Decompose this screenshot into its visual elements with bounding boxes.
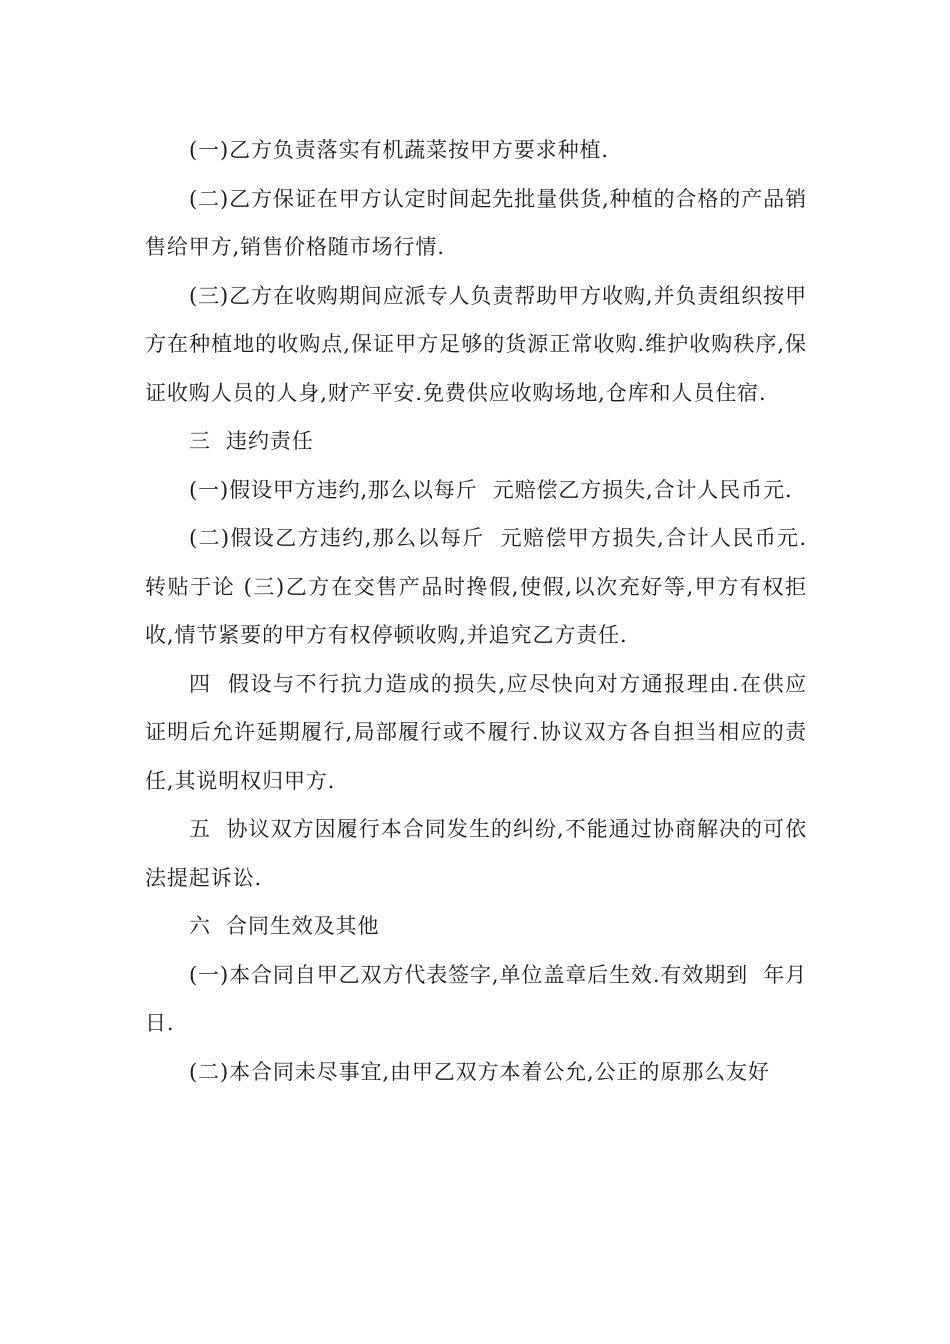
paragraph-2: (二)乙方保证在甲方认定时间起先批量供货,种植的合格的产品销售给甲方,销售价格随市场行情. bbox=[145, 186, 807, 259]
paragraph-6: (二)假设乙方违约,那么以每斤 元赔偿甲方损失,合计人民币元.转贴于论 (三)乙方在交售产品时搀假,使假,以次充好等,甲方有权拒收,情节紧要的甲方有权停顿收购,并追究乙方责任. bbox=[145, 526, 807, 647]
paragraph-8: 五 协议双方因履行本合同发生的纠纷,不能通过协商解决的可依法提起诉讼. bbox=[145, 817, 807, 890]
section-heading-effect: 六 合同生效及其他 bbox=[189, 914, 380, 938]
paragraph-1: (一)乙方负责落实有机蔬菜按甲方要求种植. bbox=[189, 138, 609, 162]
paragraph-7: 四 假设与不行抗力造成的损失,应尽快向对方通报理由.在供应证明后允许延期履行,局部履行或不履行.协议双方各自担当相应的责任,其说明权归甲方. bbox=[145, 671, 807, 793]
paragraph-3: (三)乙方在收购期间应派专人负责帮助甲方收购,并负责组织按甲方在种植地的收购点,保证甲方足够的货源正常收购.维护收购秩序,保证收购人员的人身,财产平安.免费供应收购场地,仓库和人员住宿. bbox=[145, 283, 807, 405]
document-body bbox=[145, 126, 823, 1096]
paragraph-5: (一)假设甲方违约,那么以每斤 元赔偿乙方损失,合计人民币元. bbox=[189, 477, 793, 502]
paragraph-11: (二)本合同未尽事宜,由甲乙双方本着公允,公正的原那么友好 bbox=[189, 1059, 770, 1084]
section-heading-breach-liability: 三 违约责任 bbox=[189, 429, 314, 453]
paragraph-10: (一)本合同自甲乙双方代表签字,单位盖章后生效.有效期到 年月 日. bbox=[145, 962, 823, 1035]
